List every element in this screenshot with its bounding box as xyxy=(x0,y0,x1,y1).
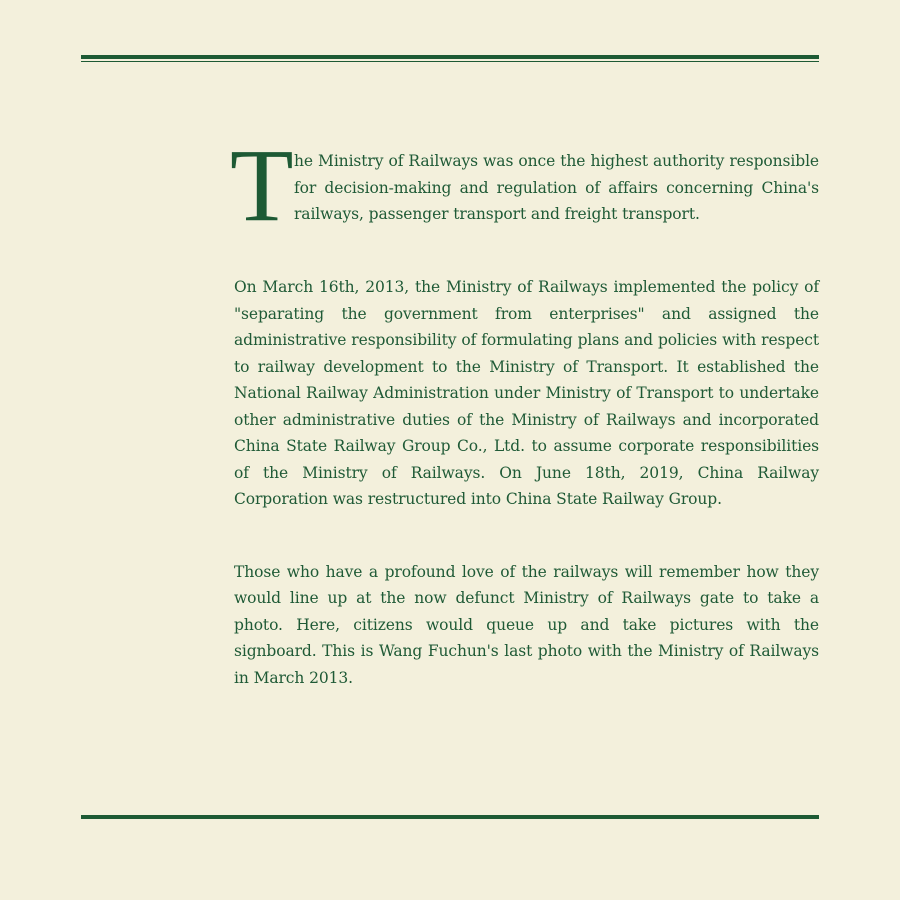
intro-paragraph xyxy=(230,128,819,243)
bottom-divider xyxy=(81,815,819,819)
article-body xyxy=(230,128,819,691)
photo-paragraph: Those who have a profound love of the railways will remember how they would line up at the now defunct Ministry of Railways gate to take a photo. Here, citizens would queue up and take pictures with the signboard. This is Wang Fuchun's last photo with the Ministry of Railways in March 2013. xyxy=(234,562,819,687)
drop-cap: T xyxy=(230,128,294,243)
history-paragraph: On March 16th, 2013, the Ministry of Railways implemented the policy of "separating the government from enterprises" and assigned the administrative responsibility of formulating plans and policies with respect to railway development to the Ministry of Transport. It established the National Railway Administration under Ministry of Transport to undertake other administrative duties of the Ministry of Railways and incorporated China State Railway Group Co., Ltd. to assume corporate responsibilities of the Ministry of Railways. On June 18th, 2019, China Railway Corporation was restructured into China State Railway Group. xyxy=(234,278,819,508)
top-divider-thick-line xyxy=(81,55,819,59)
top-divider xyxy=(81,55,819,63)
intro-paragraph-text: he Ministry of Railways was once the highest authority responsible for decision-making and regulation of affairs concerning China's railways, passenger transport and freight transport. xyxy=(294,152,819,223)
top-divider-thin-line xyxy=(81,61,819,62)
